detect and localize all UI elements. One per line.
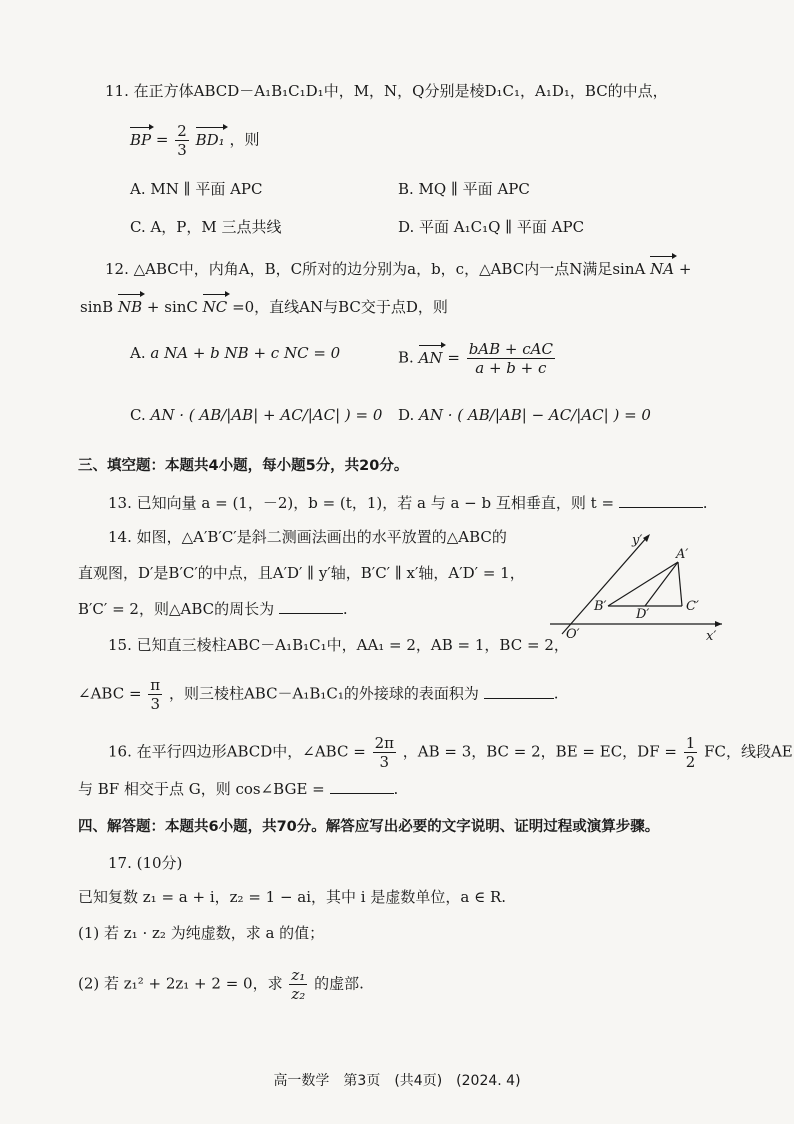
sinc-text: + sinC xyxy=(146,298,198,316)
fraction-pi-over-3 xyxy=(148,676,162,713)
q11-number: 11. xyxy=(105,82,129,100)
q11-stem: 在正方体ABCD－A₁B₁C₁D₁中，M，N，Q分别是棱D₁C₁，A₁D₁，BC的中点， xyxy=(133,82,668,100)
frac-den: a + b + c xyxy=(475,359,547,377)
q12-tail: =0，直线AN与BC交于点D，则 xyxy=(232,298,448,316)
q16-text-a: 16. 在平行四边形ABCD中，∠ABC = xyxy=(108,742,366,761)
q12-option-b xyxy=(398,340,557,377)
option-label: A. xyxy=(130,344,146,362)
q11-option-a: A. MN ∥ 平面 APC xyxy=(130,180,263,198)
q17-part2 xyxy=(78,966,364,1003)
q11-option-c: C. A，P，M 三点共线 xyxy=(130,218,282,236)
q15-answer-blank[interactable] xyxy=(484,684,554,699)
q11-tail: ，则 xyxy=(229,130,260,149)
q12-option-c xyxy=(130,404,382,426)
fraction-two-thirds xyxy=(175,122,189,159)
q12-option-d xyxy=(398,404,651,426)
segment-ad xyxy=(645,562,678,606)
q11-stem-line1 xyxy=(105,80,668,102)
q12-option-a xyxy=(130,342,340,364)
q14-line1: 14. 如图，△A′B′C′是斜二测画法画出的水平放置的△ABC的 xyxy=(108,528,507,546)
q14-text: B′C′ = 2，则△ABC的周长为 xyxy=(78,600,275,618)
label-c: C′ xyxy=(686,599,699,614)
q16-text-b: ，AB = 3，BC = 2，BE = EC，DF = xyxy=(402,742,677,761)
q17-part2-text: (2) 若 z₁² + 2z₁ + 2 = 0，求 xyxy=(78,974,283,993)
q12-stem-line1 xyxy=(105,258,691,280)
q11-option-b: B. MQ ∥ 平面 APC xyxy=(398,180,530,198)
option-label: C. xyxy=(130,406,146,424)
frac-den: 3 xyxy=(177,141,187,159)
q14-line3: B′C′ = 2，则△ABC的周长为 . xyxy=(78,600,348,618)
q16-line1 xyxy=(108,734,793,771)
q12-number: 12. xyxy=(105,260,129,278)
x-axis-arrow xyxy=(715,621,722,627)
equals-sign: = xyxy=(447,348,460,367)
q11-stem-line2 xyxy=(130,122,259,159)
frac-den: 3 xyxy=(150,695,160,713)
q17-part2-tail: 的虚部. xyxy=(314,974,364,993)
q17-stem: 已知复数 z₁ = a + i，z₂ = 1 − ai，其中 i 是虚数单位，a ∈ R. xyxy=(78,888,507,906)
vector-nb: NB xyxy=(117,298,143,316)
q13: 13. 已知向量 a = (1，－2)，b = (t，1)，若 a 与 a − b 互相垂直，则 t = . xyxy=(108,494,708,512)
sinb-text: sinB xyxy=(80,298,114,316)
oblique-projection-figure xyxy=(540,530,730,650)
q15-angle: ∠ABC = xyxy=(78,684,142,703)
vector-bd1: BD₁ xyxy=(195,130,225,149)
q16-text-c: FC，线段AE xyxy=(704,742,793,761)
fraction-2pi-over-3 xyxy=(373,734,396,771)
label-a: A′ xyxy=(676,547,689,562)
equals-sign: = xyxy=(155,130,169,149)
vector-nc: NC xyxy=(202,298,228,316)
q16-line2: 与 BF 相交于点 G，则 cos∠BGE = . xyxy=(78,780,399,798)
frac-num: bAB + cAC xyxy=(468,340,553,358)
segment-ab xyxy=(608,562,678,606)
q15-line2: ∠ABC = $\frac{\pi}{3}$ ，则三棱柱ABC－A₁B₁C₁的外接球的表面积为 . xyxy=(78,676,559,713)
q12-stem: △ABC中，内角A，B，C所对的边分别为a，b，c，△ABC内一点N满足sinA xyxy=(133,260,646,278)
q14-line2: 直观图，D′是B′C′的中点，且A′D′ ∥ y′轴，B′C′ ∥ x′轴，A′D′ = 1， xyxy=(78,564,525,582)
q17-part1: (1) 若 z₁ · z₂ 为纯虚数，求 a 的值； xyxy=(78,924,325,942)
page-footer: 高一数学 第3页 (共4页) (2024. 4) xyxy=(273,1073,521,1089)
frac-num: π xyxy=(150,676,161,694)
q13-text: 13. 已知向量 a = (1，－2)，b = (t，1)，若 a 与 a − b 互相垂直，则 t = xyxy=(108,494,615,512)
frac-num: 1 xyxy=(685,734,696,752)
frac-num: z₁ xyxy=(291,966,306,984)
vector-na: NA xyxy=(650,260,675,278)
section-3-heading: 三、填空题：本题共4小题，每小题5分，共20分。 xyxy=(78,458,409,474)
q12-stem-line2 xyxy=(80,296,448,318)
frac-den: 3 xyxy=(379,753,390,771)
q17-head: 17. (10分) xyxy=(108,854,183,872)
q14-answer-blank[interactable] xyxy=(279,599,343,614)
option-text: AN · ( AB/|AB| − AC/|AC| ) = 0 xyxy=(419,406,651,424)
option-label: B. xyxy=(398,348,414,367)
label-y-axis: y′ xyxy=(632,533,643,548)
frac-num: 2 xyxy=(177,122,187,140)
vector-an: AN xyxy=(418,348,443,367)
section-4-heading: 四、解答题：本题共6小题，共70分。解答应写出必要的文字说明、证明过程或演算步骤。 xyxy=(78,819,660,835)
vector-bp: BP xyxy=(130,130,152,149)
frac-den: z₂ xyxy=(291,985,306,1003)
q16-text-d: 与 BF 相交于点 G，则 cos∠BGE = xyxy=(78,780,325,798)
label-x-axis: x′ xyxy=(706,629,717,644)
option-label: D. xyxy=(398,406,415,424)
option-text: AN · ( AB/|AB| + AC/|AC| ) = 0 xyxy=(150,406,383,424)
q11-option-d: D. 平面 A₁C₁Q ∥ 平面 APC xyxy=(398,218,585,236)
fraction-z1-over-z2 xyxy=(289,966,307,1003)
label-d: D′ xyxy=(636,607,650,622)
label-origin: O′ xyxy=(566,627,580,642)
q15-text: ，则三棱柱ABC－A₁B₁C₁的外接球的表面积为 xyxy=(168,684,479,703)
option-text: a NA + b NB + c NC = 0 xyxy=(150,344,341,362)
label-b: B′ xyxy=(594,599,607,614)
q16-answer-blank[interactable] xyxy=(330,779,394,794)
q15-line1: 15. 已知直三棱柱ABC－A₁B₁C₁中，AA₁ = 2，AB = 1，BC = 2， xyxy=(108,636,569,654)
segment-ac xyxy=(678,562,682,606)
plus-sign: + xyxy=(678,260,692,278)
frac-num: 2π xyxy=(374,734,394,752)
frac-den: 2 xyxy=(685,753,696,771)
fraction-one-half xyxy=(684,734,698,771)
option-b-fraction xyxy=(467,340,555,377)
q13-answer-blank[interactable] xyxy=(619,493,703,508)
